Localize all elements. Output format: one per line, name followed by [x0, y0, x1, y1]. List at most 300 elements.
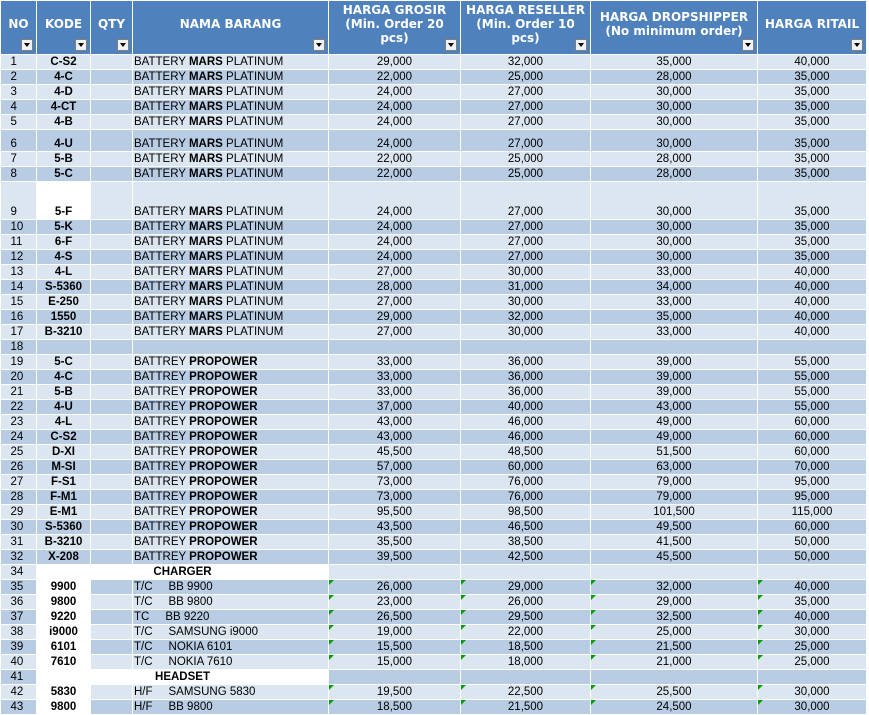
nama-barang-cell[interactable]	[133, 550, 329, 565]
harga-reseller-cell[interactable]: 25,000	[461, 167, 591, 182]
harga-dropshipper-cell[interactable]: 39,000	[591, 370, 758, 385]
nama-barang-cell[interactable]	[133, 520, 329, 535]
qty-cell[interactable]	[91, 130, 133, 152]
harga-ritail-cell[interactable]: 55,000	[758, 400, 867, 415]
harga-dropshipper-cell[interactable]: 33,000	[591, 265, 758, 280]
row-number-cell[interactable]: 17	[1, 325, 37, 340]
row-number-cell[interactable]: 20	[1, 370, 37, 385]
harga-reseller-cell[interactable]: 29,000	[461, 580, 591, 595]
nama-barang-cell[interactable]	[133, 295, 329, 310]
row-number-cell[interactable]: 26	[1, 460, 37, 475]
harga-dropshipper-cell[interactable]: 30,000	[591, 235, 758, 250]
filter-dropdown-icon[interactable]	[742, 39, 754, 51]
empty-price-cell[interactable]	[591, 670, 758, 685]
harga-ritail-cell[interactable]: 40,000	[758, 325, 867, 340]
qty-cell[interactable]	[91, 550, 133, 565]
harga-ritail-cell[interactable]: 95,000	[758, 475, 867, 490]
harga-reseller-cell[interactable]: 31,000	[461, 280, 591, 295]
harga-reseller-cell[interactable]: 29,500	[461, 610, 591, 625]
harga-reseller-cell[interactable]: 22,000	[461, 625, 591, 640]
nama-barang-cell[interactable]	[133, 85, 329, 100]
harga-dropshipper-cell[interactable]: 30,000	[591, 100, 758, 115]
harga-grosir-cell[interactable]	[329, 340, 461, 355]
harga-grosir-cell[interactable]: 39,500	[329, 550, 461, 565]
qty-cell[interactable]	[91, 370, 133, 385]
harga-ritail-cell[interactable]: 55,000	[758, 355, 867, 370]
harga-reseller-cell[interactable]: 22,500	[461, 685, 591, 700]
qty-cell[interactable]	[91, 280, 133, 295]
qty-cell[interactable]	[91, 167, 133, 182]
harga-grosir-cell[interactable]: 28,000	[329, 280, 461, 295]
qty-cell[interactable]	[91, 325, 133, 340]
qty-cell[interactable]	[91, 220, 133, 235]
nama-barang-cell[interactable]	[133, 490, 329, 505]
kode-cell[interactable]: F-M1	[37, 490, 91, 505]
row-number-cell[interactable]: 2	[1, 70, 37, 85]
harga-reseller-cell[interactable]: 32,000	[461, 310, 591, 325]
harga-ritail-cell[interactable]: 60,000	[758, 520, 867, 535]
harga-grosir-cell[interactable]: 95,500	[329, 505, 461, 520]
harga-dropshipper-cell[interactable]: 30,000	[591, 220, 758, 235]
nama-barang-cell[interactable]	[133, 310, 329, 325]
harga-reseller-cell[interactable]: 36,000	[461, 370, 591, 385]
kode-cell[interactable]: 5-K	[37, 220, 91, 235]
nama-barang-cell[interactable]	[133, 220, 329, 235]
row-number-cell[interactable]: 27	[1, 475, 37, 490]
harga-ritail-cell[interactable]: 35,000	[758, 250, 867, 265]
kode-cell[interactable]: 9220	[37, 610, 91, 625]
harga-dropshipper-cell[interactable]: 43,000	[591, 400, 758, 415]
harga-grosir-cell[interactable]: 22,000	[329, 152, 461, 167]
harga-grosir-cell[interactable]: 22,000	[329, 70, 461, 85]
filter-dropdown-icon[interactable]	[21, 39, 33, 51]
kode-cell[interactable]: M-SI	[37, 460, 91, 475]
harga-grosir-cell[interactable]: 27,000	[329, 295, 461, 310]
kode-cell[interactable]: 4-U	[37, 130, 91, 152]
harga-ritail-cell[interactable]: 30,000	[758, 685, 867, 700]
harga-dropshipper-cell[interactable]: 49,500	[591, 520, 758, 535]
kode-cell[interactable]: B-3210	[37, 325, 91, 340]
harga-grosir-cell[interactable]: 57,000	[329, 460, 461, 475]
filter-dropdown-icon[interactable]	[313, 39, 325, 51]
harga-ritail-cell[interactable]: 50,000	[758, 550, 867, 565]
harga-dropshipper-cell[interactable]: 45,500	[591, 550, 758, 565]
kode-cell[interactable]: 6101	[37, 640, 91, 655]
row-number-cell[interactable]: 11	[1, 235, 37, 250]
kode-cell[interactable]: X-208	[37, 550, 91, 565]
row-number-cell[interactable]: 18	[1, 340, 37, 355]
harga-ritail-cell[interactable]: 30,000	[758, 625, 867, 640]
harga-ritail-cell[interactable]: 25,000	[758, 640, 867, 655]
kode-cell[interactable]: 5830	[37, 685, 91, 700]
nama-barang-cell[interactable]	[133, 182, 329, 220]
row-number-cell[interactable]: 34	[1, 565, 37, 580]
empty-price-cell[interactable]	[329, 670, 461, 685]
qty-cell[interactable]	[91, 100, 133, 115]
kode-cell[interactable]: E-250	[37, 295, 91, 310]
qty-cell[interactable]	[91, 250, 133, 265]
nama-barang-cell[interactable]	[133, 475, 329, 490]
qty-cell[interactable]	[91, 85, 133, 100]
nama-barang-cell[interactable]	[133, 535, 329, 550]
harga-grosir-cell[interactable]: 22,000	[329, 167, 461, 182]
row-number-cell[interactable]: 31	[1, 535, 37, 550]
nama-barang-cell[interactable]	[133, 340, 329, 355]
harga-reseller-cell[interactable]: 30,000	[461, 265, 591, 280]
nama-barang-cell[interactable]	[133, 685, 329, 700]
harga-grosir-cell[interactable]: 27,000	[329, 265, 461, 280]
harga-reseller-cell[interactable]: 36,000	[461, 355, 591, 370]
harga-reseller-cell[interactable]: 25,000	[461, 70, 591, 85]
harga-dropshipper-cell[interactable]: 41,500	[591, 535, 758, 550]
qty-cell[interactable]	[91, 182, 133, 220]
harga-dropshipper-cell[interactable]: 79,000	[591, 475, 758, 490]
kode-cell[interactable]: 5-C	[37, 167, 91, 182]
nama-barang-cell[interactable]	[133, 250, 329, 265]
harga-grosir-cell[interactable]: 24,000	[329, 100, 461, 115]
harga-reseller-cell[interactable]: 30,000	[461, 295, 591, 310]
harga-ritail-cell[interactable]: 60,000	[758, 430, 867, 445]
kode-cell[interactable]: 1550	[37, 310, 91, 325]
row-number-cell[interactable]: 16	[1, 310, 37, 325]
row-number-cell[interactable]: 8	[1, 167, 37, 182]
harga-reseller-cell[interactable]: 36,000	[461, 385, 591, 400]
harga-grosir-cell[interactable]: 15,000	[329, 655, 461, 670]
row-number-cell[interactable]: 3	[1, 85, 37, 100]
empty-price-cell[interactable]	[329, 565, 461, 580]
harga-grosir-cell[interactable]: 73,000	[329, 490, 461, 505]
row-number-cell[interactable]: 4	[1, 100, 37, 115]
filter-dropdown-icon[interactable]	[75, 39, 87, 51]
harga-grosir-cell[interactable]: 24,000	[329, 220, 461, 235]
harga-dropshipper-cell[interactable]: 32,000	[591, 580, 758, 595]
qty-cell[interactable]	[91, 655, 133, 670]
harga-grosir-cell[interactable]: 33,000	[329, 385, 461, 400]
harga-reseller-cell[interactable]: 76,000	[461, 490, 591, 505]
empty-price-cell[interactable]	[461, 670, 591, 685]
harga-grosir-cell[interactable]: 27,000	[329, 325, 461, 340]
harga-reseller-cell[interactable]: 27,000	[461, 130, 591, 152]
harga-ritail-cell[interactable]: 55,000	[758, 370, 867, 385]
harga-ritail-cell[interactable]: 115,000	[758, 505, 867, 520]
kode-cell[interactable]: S-5360	[37, 280, 91, 295]
harga-ritail-cell[interactable]	[758, 340, 867, 355]
kode-cell[interactable]: 4-U	[37, 400, 91, 415]
harga-dropshipper-cell[interactable]: 51,500	[591, 445, 758, 460]
qty-cell[interactable]	[91, 55, 133, 70]
harga-dropshipper-cell[interactable]: 32,500	[591, 610, 758, 625]
kode-cell[interactable]: E-M1	[37, 505, 91, 520]
harga-grosir-cell[interactable]: 24,000	[329, 130, 461, 152]
row-number-cell[interactable]: 42	[1, 685, 37, 700]
harga-ritail-cell[interactable]: 35,000	[758, 220, 867, 235]
qty-cell[interactable]	[91, 445, 133, 460]
harga-dropshipper-cell[interactable]: 33,000	[591, 325, 758, 340]
nama-barang-cell[interactable]	[133, 640, 329, 655]
empty-price-cell[interactable]	[758, 565, 867, 580]
qty-cell[interactable]	[91, 475, 133, 490]
kode-cell[interactable]: 7610	[37, 655, 91, 670]
row-number-cell[interactable]: 19	[1, 355, 37, 370]
harga-ritail-cell[interactable]: 35,000	[758, 167, 867, 182]
harga-reseller-cell[interactable]: 18,000	[461, 655, 591, 670]
harga-dropshipper-cell[interactable]: 30,000	[591, 182, 758, 220]
kode-cell[interactable]: i9000	[37, 625, 91, 640]
harga-grosir-cell[interactable]: 29,000	[329, 55, 461, 70]
harga-reseller-cell[interactable]: 46,500	[461, 520, 591, 535]
qty-cell[interactable]	[91, 535, 133, 550]
harga-dropshipper-cell[interactable]: 63,000	[591, 460, 758, 475]
qty-cell[interactable]	[91, 625, 133, 640]
nama-barang-cell[interactable]	[133, 505, 329, 520]
harga-grosir-cell[interactable]: 45,500	[329, 445, 461, 460]
row-number-cell[interactable]: 25	[1, 445, 37, 460]
qty-cell[interactable]	[91, 355, 133, 370]
row-number-cell[interactable]: 12	[1, 250, 37, 265]
nama-barang-cell[interactable]	[133, 700, 329, 715]
harga-ritail-cell[interactable]: 35,000	[758, 100, 867, 115]
row-number-cell[interactable]: 30	[1, 520, 37, 535]
row-number-cell[interactable]: 22	[1, 400, 37, 415]
row-number-cell[interactable]: 5	[1, 115, 37, 130]
qty-cell[interactable]	[91, 595, 133, 610]
harga-dropshipper-cell[interactable]: 101,500	[591, 505, 758, 520]
kode-cell[interactable]: 4-CT	[37, 100, 91, 115]
harga-dropshipper-cell[interactable]: 25,500	[591, 685, 758, 700]
kode-cell[interactable]: 4-C	[37, 370, 91, 385]
kode-cell[interactable]: 4-D	[37, 85, 91, 100]
harga-ritail-cell[interactable]: 50,000	[758, 535, 867, 550]
qty-cell[interactable]	[91, 580, 133, 595]
harga-dropshipper-cell[interactable]: 28,000	[591, 167, 758, 182]
harga-reseller-cell[interactable]: 27,000	[461, 85, 591, 100]
harga-dropshipper-cell[interactable]: 35,000	[591, 310, 758, 325]
harga-ritail-cell[interactable]: 35,000	[758, 152, 867, 167]
row-number-cell[interactable]: 32	[1, 550, 37, 565]
kode-cell[interactable]: 9900	[37, 580, 91, 595]
nama-barang-cell[interactable]	[133, 430, 329, 445]
row-number-cell[interactable]: 6	[1, 130, 37, 152]
qty-cell[interactable]	[91, 490, 133, 505]
harga-ritail-cell[interactable]: 40,000	[758, 580, 867, 595]
harga-reseller-cell[interactable]: 25,000	[461, 152, 591, 167]
qty-cell[interactable]	[91, 235, 133, 250]
row-number-cell[interactable]: 39	[1, 640, 37, 655]
qty-cell[interactable]	[91, 460, 133, 475]
harga-ritail-cell[interactable]: 40,000	[758, 310, 867, 325]
empty-price-cell[interactable]	[591, 565, 758, 580]
harga-grosir-cell[interactable]: 24,000	[329, 250, 461, 265]
row-number-cell[interactable]: 10	[1, 220, 37, 235]
harga-ritail-cell[interactable]: 60,000	[758, 445, 867, 460]
qty-cell[interactable]	[91, 115, 133, 130]
qty-cell[interactable]	[91, 152, 133, 167]
qty-cell[interactable]	[91, 385, 133, 400]
row-number-cell[interactable]: 1	[1, 55, 37, 70]
nama-barang-cell[interactable]	[133, 167, 329, 182]
harga-reseller-cell[interactable]: 27,000	[461, 235, 591, 250]
qty-cell[interactable]	[91, 640, 133, 655]
harga-dropshipper-cell[interactable]: 21,500	[591, 640, 758, 655]
harga-ritail-cell[interactable]: 40,000	[758, 55, 867, 70]
harga-dropshipper-cell[interactable]	[591, 340, 758, 355]
harga-dropshipper-cell[interactable]: 24,500	[591, 700, 758, 715]
nama-barang-cell[interactable]	[133, 265, 329, 280]
nama-barang-cell[interactable]	[133, 325, 329, 340]
qty-cell[interactable]	[91, 520, 133, 535]
row-number-cell[interactable]: 7	[1, 152, 37, 167]
harga-grosir-cell[interactable]: 26,000	[329, 580, 461, 595]
harga-grosir-cell[interactable]: 23,000	[329, 595, 461, 610]
filter-dropdown-icon[interactable]	[117, 39, 129, 51]
harga-ritail-cell[interactable]: 70,000	[758, 460, 867, 475]
kode-cell[interactable]	[37, 340, 91, 355]
harga-reseller-cell[interactable]: 60,000	[461, 460, 591, 475]
qty-cell[interactable]	[91, 430, 133, 445]
harga-grosir-cell[interactable]: 43,000	[329, 430, 461, 445]
row-number-cell[interactable]: 23	[1, 415, 37, 430]
nama-barang-cell[interactable]	[133, 152, 329, 167]
harga-reseller-cell[interactable]: 46,000	[461, 430, 591, 445]
harga-reseller-cell[interactable]: 30,000	[461, 325, 591, 340]
row-number-cell[interactable]: 14	[1, 280, 37, 295]
kode-cell[interactable]: 5-B	[37, 152, 91, 167]
harga-ritail-cell[interactable]: 40,000	[758, 265, 867, 280]
harga-reseller-cell[interactable]: 32,000	[461, 55, 591, 70]
row-number-cell[interactable]: 21	[1, 385, 37, 400]
harga-grosir-cell[interactable]: 35,500	[329, 535, 461, 550]
row-number-cell[interactable]: 28	[1, 490, 37, 505]
harga-reseller-cell[interactable]: 21,500	[461, 700, 591, 715]
harga-dropshipper-cell[interactable]: 28,000	[591, 152, 758, 167]
harga-dropshipper-cell[interactable]: 33,000	[591, 295, 758, 310]
harga-grosir-cell[interactable]: 24,000	[329, 85, 461, 100]
qty-cell[interactable]	[91, 685, 133, 700]
harga-ritail-cell[interactable]: 40,000	[758, 295, 867, 310]
row-number-cell[interactable]: 38	[1, 625, 37, 640]
harga-grosir-cell[interactable]: 19,500	[329, 685, 461, 700]
qty-cell[interactable]	[91, 310, 133, 325]
row-number-cell[interactable]: 36	[1, 595, 37, 610]
harga-reseller-cell[interactable]: 76,000	[461, 475, 591, 490]
harga-ritail-cell[interactable]: 35,000	[758, 235, 867, 250]
qty-cell[interactable]	[91, 610, 133, 625]
harga-grosir-cell[interactable]: 43,500	[329, 520, 461, 535]
empty-price-cell[interactable]	[758, 670, 867, 685]
harga-ritail-cell[interactable]: 95,000	[758, 490, 867, 505]
qty-cell[interactable]	[91, 340, 133, 355]
harga-reseller-cell[interactable]: 27,000	[461, 250, 591, 265]
harga-dropshipper-cell[interactable]: 34,000	[591, 280, 758, 295]
kode-cell[interactable]: C-S2	[37, 430, 91, 445]
filter-dropdown-icon[interactable]	[445, 39, 457, 51]
kode-cell[interactable]: 4-C	[37, 70, 91, 85]
kode-cell[interactable]: 6-F	[37, 235, 91, 250]
row-number-cell[interactable]: 15	[1, 295, 37, 310]
nama-barang-cell[interactable]	[133, 400, 329, 415]
harga-grosir-cell[interactable]: 18,500	[329, 700, 461, 715]
harga-dropshipper-cell[interactable]: 39,000	[591, 385, 758, 400]
filter-dropdown-icon[interactable]	[851, 39, 863, 51]
kode-cell[interactable]: D-XI	[37, 445, 91, 460]
qty-cell[interactable]	[91, 295, 133, 310]
nama-barang-cell[interactable]	[133, 580, 329, 595]
kode-cell[interactable]: 5-C	[37, 355, 91, 370]
nama-barang-cell[interactable]	[133, 70, 329, 85]
kode-cell[interactable]: F-S1	[37, 475, 91, 490]
nama-barang-cell[interactable]	[133, 235, 329, 250]
row-number-cell[interactable]: 37	[1, 610, 37, 625]
harga-grosir-cell[interactable]: 24,000	[329, 115, 461, 130]
kode-cell[interactable]: 5-B	[37, 385, 91, 400]
kode-cell[interactable]: S-5360	[37, 520, 91, 535]
harga-grosir-cell[interactable]: 15,500	[329, 640, 461, 655]
harga-grosir-cell[interactable]: 43,000	[329, 415, 461, 430]
harga-dropshipper-cell[interactable]: 25,000	[591, 625, 758, 640]
nama-barang-cell[interactable]	[133, 415, 329, 430]
qty-cell[interactable]	[91, 700, 133, 715]
harga-grosir-cell[interactable]: 73,000	[329, 475, 461, 490]
nama-barang-cell[interactable]	[133, 130, 329, 152]
nama-barang-cell[interactable]	[133, 385, 329, 400]
qty-cell[interactable]	[91, 265, 133, 280]
harga-reseller-cell[interactable]: 48,500	[461, 445, 591, 460]
nama-barang-cell[interactable]	[133, 100, 329, 115]
harga-dropshipper-cell[interactable]: 49,000	[591, 430, 758, 445]
harga-reseller-cell[interactable]: 27,000	[461, 220, 591, 235]
nama-barang-cell[interactable]	[133, 115, 329, 130]
harga-ritail-cell[interactable]: 35,000	[758, 70, 867, 85]
harga-reseller-cell[interactable]: 27,000	[461, 100, 591, 115]
harga-reseller-cell[interactable]	[461, 340, 591, 355]
row-number-cell[interactable]: 40	[1, 655, 37, 670]
row-number-cell[interactable]: 9	[1, 182, 37, 220]
harga-ritail-cell[interactable]: 35,000	[758, 115, 867, 130]
harga-reseller-cell[interactable]: 42,500	[461, 550, 591, 565]
row-number-cell[interactable]: 43	[1, 700, 37, 715]
qty-cell[interactable]	[91, 400, 133, 415]
nama-barang-cell[interactable]	[133, 355, 329, 370]
nama-barang-cell[interactable]	[133, 655, 329, 670]
harga-grosir-cell[interactable]: 24,000	[329, 235, 461, 250]
harga-ritail-cell[interactable]: 35,000	[758, 85, 867, 100]
row-number-cell[interactable]: 13	[1, 265, 37, 280]
kode-cell[interactable]: 4-L	[37, 415, 91, 430]
harga-reseller-cell[interactable]: 38,500	[461, 535, 591, 550]
harga-grosir-cell[interactable]: 37,000	[329, 400, 461, 415]
harga-dropshipper-cell[interactable]: 28,000	[591, 70, 758, 85]
row-number-cell[interactable]: 29	[1, 505, 37, 520]
row-number-cell[interactable]: 41	[1, 670, 37, 685]
harga-dropshipper-cell[interactable]: 30,000	[591, 250, 758, 265]
harga-ritail-cell[interactable]: 30,000	[758, 700, 867, 715]
filter-dropdown-icon[interactable]	[575, 39, 587, 51]
nama-barang-cell[interactable]	[133, 280, 329, 295]
qty-cell[interactable]	[91, 505, 133, 520]
harga-dropshipper-cell[interactable]: 39,000	[591, 355, 758, 370]
harga-reseller-cell[interactable]: 46,000	[461, 415, 591, 430]
harga-grosir-cell[interactable]: 29,000	[329, 310, 461, 325]
harga-reseller-cell[interactable]: 40,000	[461, 400, 591, 415]
harga-grosir-cell[interactable]: 19,000	[329, 625, 461, 640]
harga-reseller-cell[interactable]: 27,000	[461, 115, 591, 130]
nama-barang-cell[interactable]	[133, 595, 329, 610]
harga-dropshipper-cell[interactable]: 35,000	[591, 55, 758, 70]
harga-dropshipper-cell[interactable]: 30,000	[591, 85, 758, 100]
nama-barang-cell[interactable]	[133, 625, 329, 640]
harga-grosir-cell[interactable]: 26,500	[329, 610, 461, 625]
qty-cell[interactable]	[91, 415, 133, 430]
